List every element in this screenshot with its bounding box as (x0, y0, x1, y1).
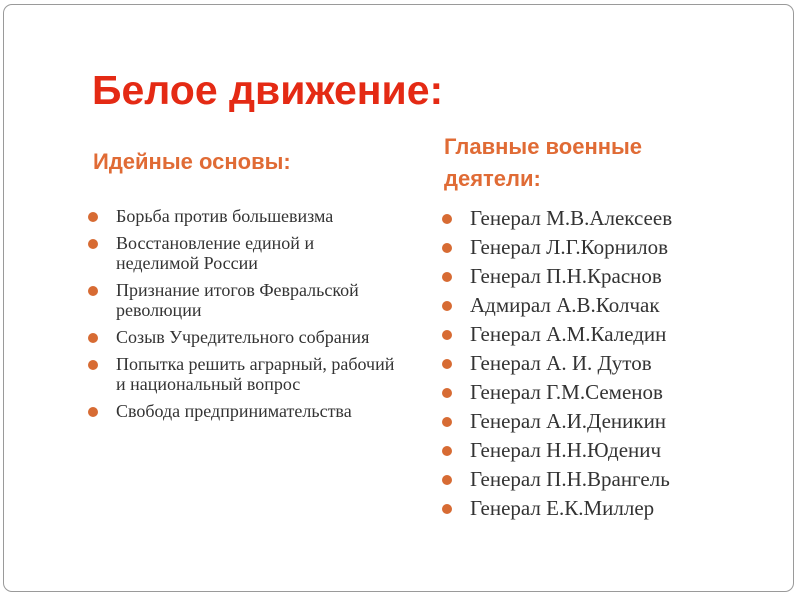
list-item (442, 407, 782, 436)
list-item (442, 233, 782, 262)
bullet-dot-icon (88, 286, 98, 296)
list-item-text: Генерал Г.М.Семенов (470, 380, 663, 404)
bullet-dot-icon (442, 301, 452, 311)
list-item (442, 262, 782, 291)
slide-title: Белое движение: (92, 67, 444, 113)
list-item-text: Адмирал А.В.Колчак (470, 293, 660, 317)
list-item (442, 349, 782, 378)
bullet-dot-icon (88, 333, 98, 343)
list-item-text: Генерал А.М.Каледин (470, 322, 667, 346)
list-item-text: Борьба против большевизма (116, 206, 334, 226)
list-item-text: Генерал А.И.Деникин (470, 409, 667, 433)
bullet-dot-icon (442, 504, 452, 514)
list-item (442, 436, 782, 465)
right-column-heading: Главные военные деятели: (444, 134, 643, 191)
list-item-text: Генерал Л.Г.Корнилов (470, 235, 669, 259)
list-item-text: Генерал М.В.Алексеев (470, 206, 673, 230)
bullet-dot-icon (88, 212, 98, 222)
military-leaders-list (442, 204, 782, 523)
list-item (88, 280, 398, 320)
bullet-dot-icon (88, 407, 98, 417)
list-item-text: Попытка решить аграрный, рабочий и национальный вопрос (116, 354, 395, 394)
list-item-text: Восстановление единой и неделимой России (116, 233, 315, 273)
list-item (442, 378, 782, 407)
bullet-dot-icon (442, 446, 452, 456)
bullet-dot-icon (442, 475, 452, 485)
list-item (442, 204, 782, 233)
list-item-text: Генерал Е.К.Миллер (470, 496, 655, 520)
ideological-basis-list (88, 206, 398, 428)
list-item (442, 320, 782, 349)
slide (3, 4, 794, 592)
list-item (88, 206, 398, 226)
list-item-text: Свобода предпринимательства (116, 401, 352, 421)
bullet-dot-icon (88, 239, 98, 249)
bullet-dot-icon (442, 214, 452, 224)
list-item-text: Генерал Н.Н.Юденич (470, 438, 662, 462)
list-item (442, 291, 782, 320)
list-item-text: Признание итогов Февральской революции (116, 280, 359, 320)
list-item (442, 494, 782, 523)
list-item-text: Генерал П.Н.Краснов (470, 264, 662, 288)
bullet-dot-icon (442, 359, 452, 369)
bullet-dot-icon (442, 243, 452, 253)
left-column-heading: Идейные основы: (93, 149, 291, 174)
list-item (88, 327, 398, 347)
bullet-dot-icon (442, 417, 452, 427)
bullet-dot-icon (88, 360, 98, 370)
bullet-dot-icon (442, 272, 452, 282)
list-item (88, 401, 398, 421)
list-item-text: Генерал П.Н.Врангель (470, 467, 670, 491)
list-item (88, 233, 398, 273)
list-item (442, 465, 782, 494)
bullet-dot-icon (442, 330, 452, 340)
bullet-dot-icon (442, 388, 452, 398)
list-item-text: Созыв Учредительного собрания (116, 327, 370, 347)
list-item-text: Генерал А. И. Дутов (470, 351, 652, 375)
list-item (88, 354, 398, 394)
